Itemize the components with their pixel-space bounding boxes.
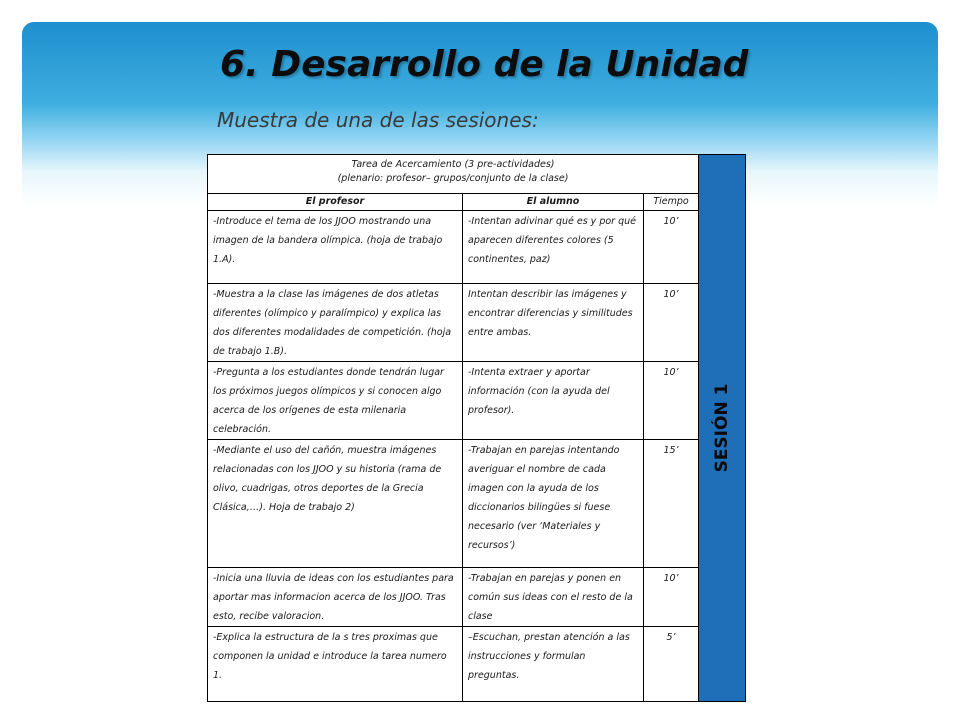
column-header-alumno: El alumno: [463, 194, 644, 211]
alumno-cell: –Escuchan, prestan atención a las instrucciones y formulan preguntas.: [468, 632, 630, 681]
tiempo-cell: 10’: [644, 211, 699, 284]
table-header-subtitle: (plenario: profesor– grupos/conjunto de la clase): [337, 173, 569, 184]
table-row: [208, 362, 746, 440]
alumno-cell: -Trabajan en parejas intentando averiguar el nombre de cada imagen con la ayuda de los diccionarios bilingües si fuese necesario (ver ‘Materiales y recursos’): [468, 445, 620, 551]
tiempo-cell: 10’: [644, 568, 699, 627]
slide-subtitle: Muestra de una de las sesiones:: [217, 108, 539, 132]
profesor-cell: -Explica la estructura de la s tres proximas que componen la unidad e introduce la tarea numero 1.: [213, 632, 447, 681]
alumno-cell: Intentan describir las imágenes y encontrar diferencias y similitudes entre ambas.: [468, 289, 633, 338]
column-header-tiempo: Tiempo: [644, 194, 699, 211]
table-header: [208, 155, 699, 194]
table-row: [208, 211, 746, 284]
profesor-cell: -Inicia una lluvia de ideas con los estudiantes para aportar mas informacion acerca de los JJOO. Tras esto, recibe valoracion.: [213, 573, 454, 622]
profesor-cell: -Muestra a la clase las imágenes de dos atletas diferentes (olímpico y paralímpico) y explica las dos diferentes modalidades de competición. (hoja de trabajo 1.B).: [213, 289, 452, 357]
table-row: [208, 284, 746, 362]
alumno-cell: -Intenta extraer y aportar información (con la ayuda del profesor).: [468, 367, 610, 416]
slide-title: 6. Desarrollo de la Unidad: [220, 44, 749, 85]
session-table: [207, 154, 746, 702]
tiempo-cell: 10’: [644, 284, 699, 362]
tiempo-cell: 15’: [644, 440, 699, 568]
tiempo-cell: 10’: [644, 362, 699, 440]
table-row: [208, 568, 746, 627]
table-row: [208, 440, 746, 568]
column-header-profesor: El profesor: [208, 194, 463, 211]
profesor-cell: -Pregunta a los estudiantes donde tendrán lugar los próximos juegos olímpicos y si conocen algo acerca de los orígenes de esta milenaria celebración.: [213, 367, 444, 435]
profesor-cell: -Mediante el uso del cañón, muestra imágenes relacionadas con los JJOO y su historia (rama de olivo, cuadrigas, otros deportes de la Grecia Clásica,…). Hoja de trabajo 2): [213, 445, 442, 513]
profesor-cell: -Introduce el tema de los JJOO mostrando una imagen de la bandera olímpica. (hoja de trabajo 1.A).: [213, 216, 443, 265]
alumno-cell: -Trabajan en parejas y ponen en común sus ideas con el resto de la clase: [468, 573, 633, 622]
tiempo-cell: 5’: [644, 627, 699, 702]
alumno-cell: -Intentan adivinar qué es y por qué aparecen diferentes colores (5 continentes, paz): [468, 216, 636, 265]
session-label: SESIÓN 1: [712, 383, 733, 473]
table-row: [208, 627, 746, 702]
table-header-title: Tarea de Acercamiento (3 pre-actividades): [351, 159, 555, 170]
session-side-bar: [699, 155, 746, 702]
